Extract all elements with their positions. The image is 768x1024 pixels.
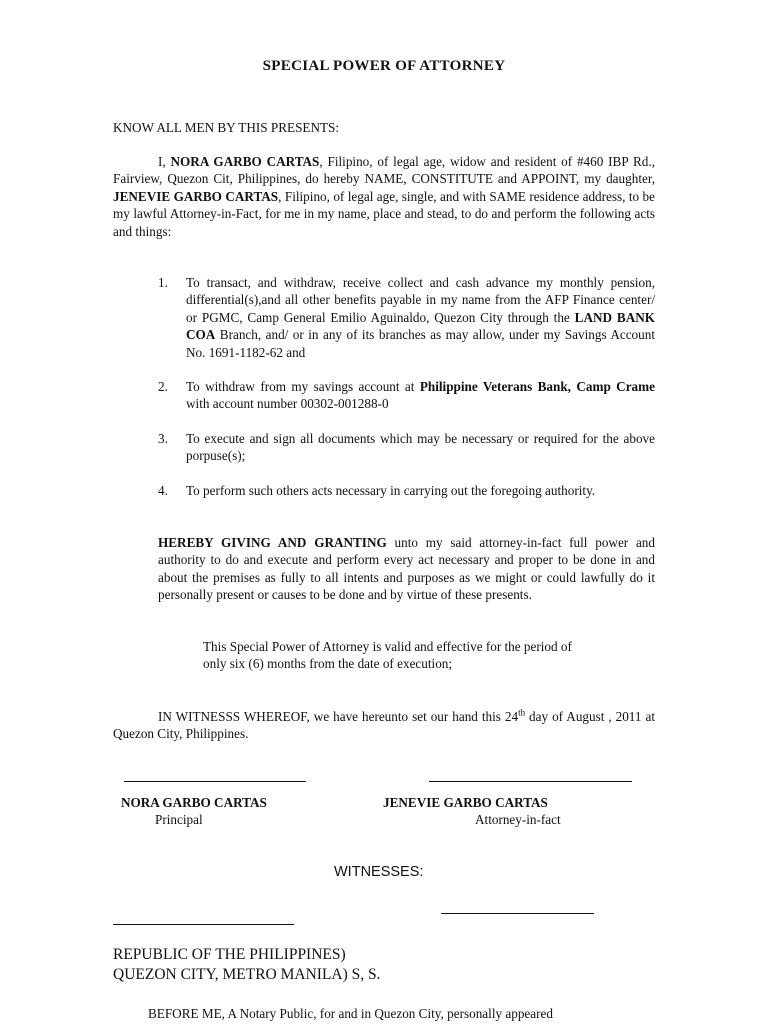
principal-signature-line bbox=[124, 781, 306, 782]
principal-role: Principal bbox=[155, 812, 203, 827]
list-item-text-a: To withdraw from my savings account at bbox=[186, 379, 420, 394]
list-item-text bbox=[186, 378, 655, 413]
witness-sup: th bbox=[518, 707, 526, 718]
attorney-signature-name: JENEVIE GARBO CARTAS bbox=[383, 795, 548, 810]
witness-text-b: day of August , 2011 at Quezon City, Philippines. bbox=[113, 709, 655, 742]
attorney-role: Attorney-in-fact bbox=[475, 812, 561, 827]
list-item bbox=[158, 430, 655, 465]
notary-paragraph: BEFORE ME, A Notary Public, for and in Quezon City, personally appeared bbox=[148, 1006, 553, 1021]
document-title: SPECIAL POWER OF ATTORNEY bbox=[262, 58, 506, 74]
city-line: QUEZON CITY, METRO MANILA) S, S. bbox=[113, 966, 381, 983]
attorney-name: JENEVIE GARBO CARTAS bbox=[113, 188, 279, 204]
list-item-bold: LAND BANK COA bbox=[186, 309, 655, 343]
list-item-number: 4. bbox=[158, 483, 168, 498]
witness-signature-line bbox=[113, 924, 294, 925]
granting-bold: HEREBY GIVING AND GRANTING bbox=[158, 535, 387, 550]
list-item-text-b: Branch, and/ or in any of its branches as may allow, under my Savings Account No. 1691-1182-62 and bbox=[186, 327, 655, 360]
list-item bbox=[158, 378, 655, 413]
list-item bbox=[158, 274, 655, 361]
list-item-number: 2. bbox=[158, 379, 168, 394]
list-item bbox=[158, 482, 655, 499]
list-item-text-a: To perform such others acts necessary in carrying out the foregoing authority. bbox=[186, 483, 596, 498]
list-item-text-a: To execute and sign all documents which may be necessary or required for the above porpuse(s); bbox=[186, 431, 655, 464]
principal-name: NORA GARBO CARTAS bbox=[170, 154, 320, 169]
intro-line: KNOW ALL MEN BY THIS PRESENTS: bbox=[113, 120, 340, 135]
list-item-number: 3. bbox=[158, 431, 168, 446]
list-item-text-b: with account number 00302-001288-0 bbox=[186, 396, 389, 412]
attorney-signature-line bbox=[429, 781, 632, 782]
republic-line: REPUBLIC OF THE PHILIPPINES) bbox=[113, 946, 346, 963]
list-item-text bbox=[186, 482, 655, 499]
appointment-paragraph bbox=[113, 153, 655, 240]
witness-text-a: IN WITNESSS WHEREOF, we have hereunto set our hand this 24 bbox=[158, 709, 519, 724]
principal-signature-name: NORA GARBO CARTAS bbox=[121, 795, 267, 810]
list-item-number: 1. bbox=[158, 275, 168, 290]
witness-signature-line bbox=[441, 913, 594, 914]
appointment-text-b: , Filipino, of legal age, widow and resident of #460 IBP Rd., Fairview, Quezon Cit, Philippines, do hereby NAME, CONSTITUTE and APPOINT, my daughter, bbox=[113, 154, 655, 187]
list-item-text bbox=[186, 274, 655, 361]
granting-paragraph bbox=[158, 534, 655, 604]
list-item-bold: Philippine Veterans Bank, Camp Crame bbox=[419, 379, 655, 394]
witness-paragraph bbox=[113, 708, 655, 743]
granting-text: unto my said attorney-in-fact full power and authority to do and execute and perform every act necessary and proper to be done in and about the premises as fully to all intents and purposes as we might or could lawfully do it personally present or causes to be done and by virtue of these presents. bbox=[158, 535, 655, 603]
list-item-text bbox=[186, 430, 655, 465]
list-item-text-a: To transact, and withdraw, receive collect and cash advance my monthly pension, differential(s),and all other benefits payable in my name from the AFP Finance center/ or PGMC, Camp General Emilio Aguinaldo, Quezon City through the bbox=[186, 275, 655, 325]
validity-paragraph: This Special Power of Attorney is valid and effective for the period of only six (6) months from the date of execution; bbox=[203, 639, 572, 672]
appointment-text-a: I, bbox=[158, 154, 171, 169]
witnesses-heading: WITNESSES: bbox=[334, 864, 424, 880]
appointment-text-c: , Filipino, of legal age, single, and with SAME residence address, to be my lawful Attorney-in-Fact, for me in my name, place and stead, to do and perform the following acts and things: bbox=[113, 188, 655, 239]
